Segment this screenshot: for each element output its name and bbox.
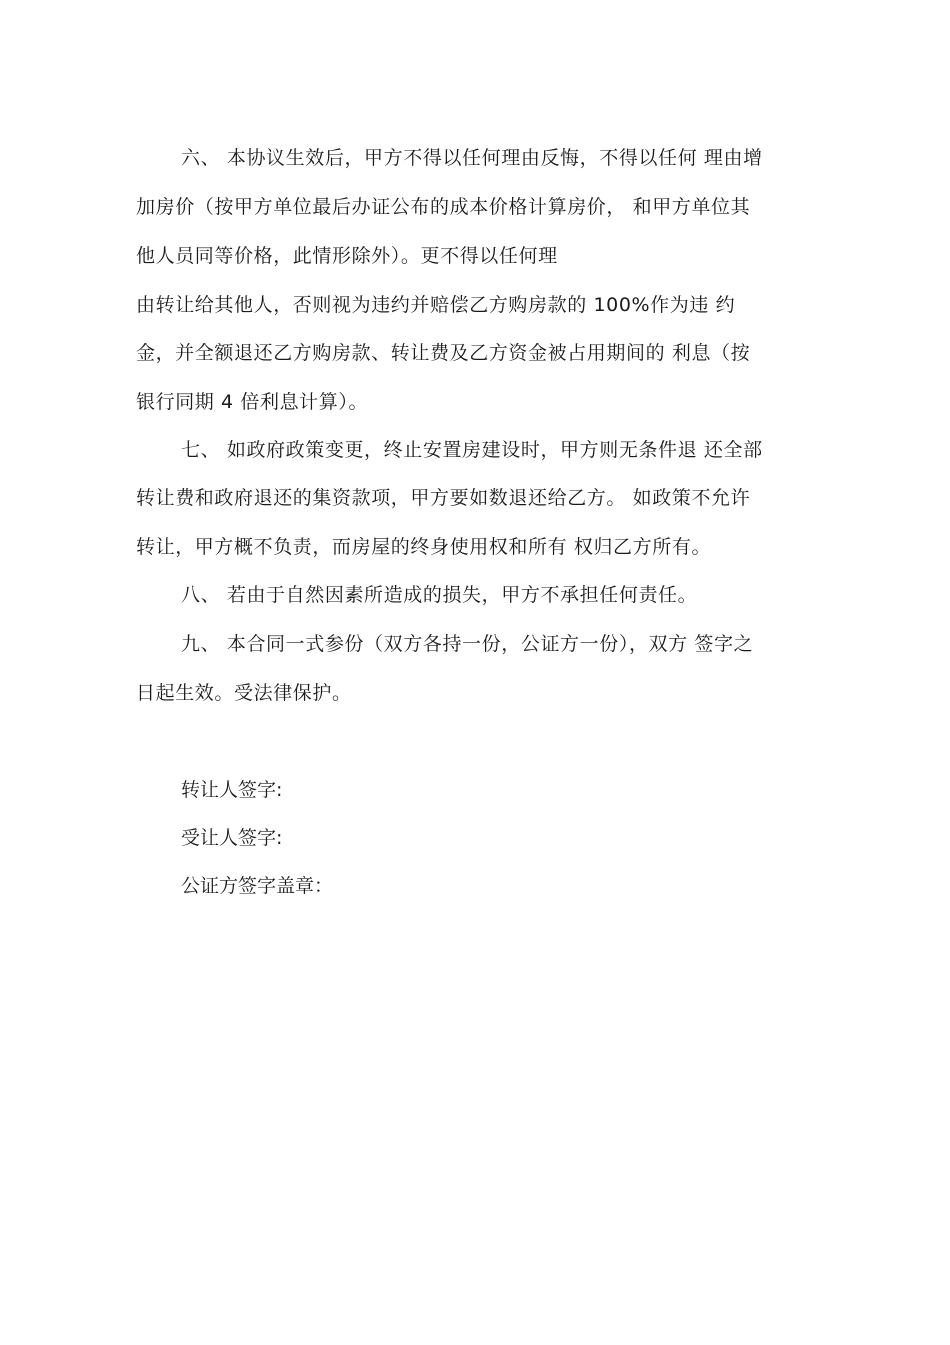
clause-6-line-3: 他人员同等价格，此情形除外）。更不得以任何理 (136, 245, 558, 267)
clause-6-line-6: 银行同期 4 倍利息计算）。 (136, 391, 369, 413)
clause-6-line-5: 金，并全额退还乙方购房款、转让费及乙方资金被占用期间的 利息（按 (136, 342, 751, 364)
clause-6-line-2: 加房价（按甲方单位最后办证公布的成本价格计算房价， 和甲方单位其 (136, 196, 751, 218)
clause-6-line-1: 六、 本协议生效后，甲方不得以任何理由反悔，不得以任何 理由增 (181, 147, 763, 169)
clause-9-line-1: 九、 本合同一式参份（双方各持一份，公证方一份），双方 签字之 (181, 633, 754, 655)
transferor-signature-label: 转让人签字: (181, 779, 283, 801)
transferee-signature-label: 受让人签字: (181, 827, 283, 849)
clause-6-line-4: 由转让给其他人，否则视为违约并赔偿乙方购房款的 100%作为违 约 (136, 294, 736, 316)
notary-signature-seal-label: 公证方签字盖章： (181, 875, 334, 897)
clause-9-line-2: 日起生效。受法律保护。 (136, 682, 352, 704)
clause-8-line-1: 八、 若由于自然因素所造成的损失，甲方不承担任何责任。 (181, 584, 698, 606)
clause-7-line-1: 七、 如政府政策变更，终止安置房建设时，甲方则无条件退 还全部 (181, 439, 763, 461)
clause-7-line-3: 转让，甲方概不负责，而房屋的终身使用权和所有 权归乙方所有。 (136, 536, 712, 558)
clause-7-line-2: 转让费和政府退还的集资款项，甲方要如数退还给乙方。 如政策不允许 (136, 487, 751, 509)
